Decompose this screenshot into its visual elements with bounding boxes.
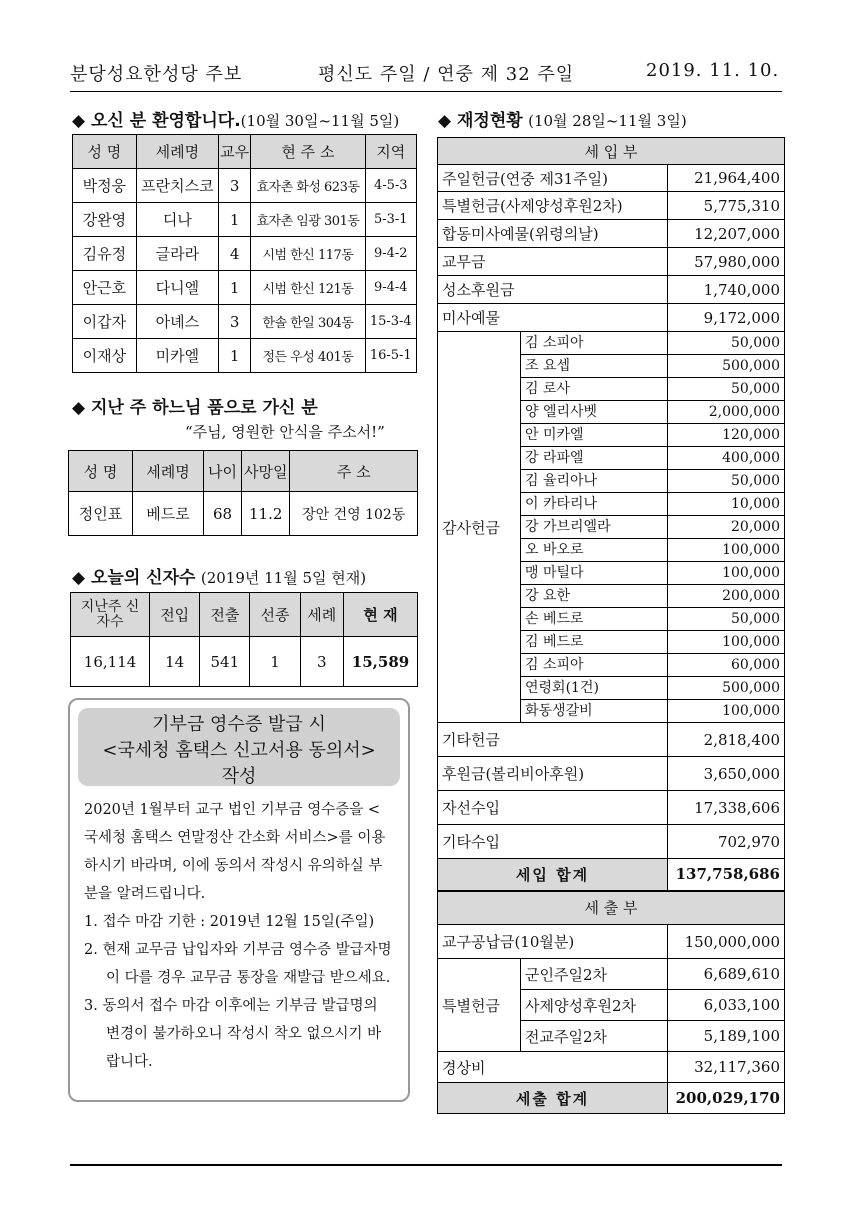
donor-amount: 50,000 [668,608,785,631]
thanks-offering-label: 감사헌금 [438,332,521,723]
special-item-amount: 5,189,100 [668,1021,785,1052]
income-item-label: 성소후원금 [438,276,668,304]
address-cell: 시범 한신 117동 [251,237,365,271]
region-cell: 4-5-3 [365,169,416,203]
members-title: ◆ 오늘의 신자수 [72,568,196,588]
donor-amount: 50,000 [668,378,785,401]
address-cell: 정든 우성 401동 [251,339,365,373]
notice-title-line1: 기부금 영수증 발급 시 [152,714,326,735]
baptismal-cell: 베드로 [133,492,204,536]
special-item-label: 전교주일2차 [521,1021,668,1052]
expense-total-amount: 200,029,170 [668,1083,785,1114]
header-divider [70,91,782,92]
col-members: 교우 [219,135,251,169]
table-row [438,304,785,332]
income-item-amount: 5,775,310 [668,192,785,220]
notice-title-line3: 작성 [221,766,257,787]
deceased-prayer: “주님, 영원한 안식을 주소서!” [185,423,385,441]
members-cell: 3 [219,305,251,339]
income-header-row [438,138,785,165]
table-row [438,757,785,791]
notice-intro: 2020년 1월부터 교구 법인 기부금 영수증을 <국세청 홈택스 연말정산 간소화 서비스>를 이용하시기 바라며, 이에 동의서 작성시 유의하실 부분을 알려드립니다. [84,802,386,902]
members-cell: 1 [219,203,251,237]
age-cell: 68 [204,492,242,536]
table-row [73,237,417,271]
table-row [438,332,785,355]
donor-amount: 100,000 [668,539,785,562]
table-row [71,637,418,687]
donor-amount: 2,000,000 [668,401,785,424]
income-item-amount: 3,650,000 [668,757,785,791]
welcome-heading [72,106,399,131]
notice-title-line2: <국세청 홈택스 신고서용 동의서> [102,740,376,761]
income-total-amount: 137,758,686 [668,859,785,891]
donor-name: 김 소피아 [521,654,668,677]
address-cell: 시범 한신 121동 [251,271,365,305]
members-table [70,592,418,687]
transfer-in-cell: 14 [150,637,200,687]
expense-total-label: 세출 합계 [438,1083,668,1114]
footer-divider [70,1164,782,1166]
region-cell: 15-3-4 [365,305,416,339]
special-item-amount: 6,033,100 [668,990,785,1021]
col-address: 주 소 [290,451,418,492]
table-row [438,1052,785,1083]
region-cell: 5-3-1 [365,203,416,237]
name-cell: 이재상 [73,339,137,373]
donor-name: 김 베드로 [521,631,668,654]
col-age: 나이 [204,451,242,492]
donor-amount: 100,000 [668,562,785,585]
income-total-label: 세입 합계 [438,859,668,891]
income-item-amount: 17,338,606 [668,791,785,825]
donor-name: 손 베드로 [521,608,668,631]
welcome-header-row [73,135,417,169]
income-item-label: 기타수입 [438,825,668,859]
col-region: 지역 [365,135,416,169]
income-item-label: 기타헌금 [438,723,668,757]
baptismal-cell: 아녜스 [136,305,218,339]
region-cell: 16-5-1 [365,339,416,373]
expense-total-row [438,1083,785,1114]
col-baptismal: 세례명 [136,135,218,169]
notice-title [78,708,400,786]
expense-item-label: 교구공납금(10월분) [438,925,668,959]
members-asof: (2019년 11월 5일 현재) [200,569,367,587]
donor-amount: 100,000 [668,700,785,723]
income-item-amount: 12,207,000 [668,220,785,248]
name-cell: 강완영 [73,203,137,237]
special-item-amount: 6,689,610 [668,959,785,990]
donor-name: 조 요셉 [521,355,668,378]
col-name: 성 명 [73,135,137,169]
table-row [73,203,417,237]
table-row [438,248,785,276]
name-cell: 이갑자 [73,305,137,339]
income-header: 세 입 부 [438,138,785,165]
income-item-amount: 57,980,000 [668,248,785,276]
welcome-period: (10월 30일~11월 5일) [240,112,400,130]
donor-name: 화동생갈비 [521,700,668,723]
donor-name: 강 라파엘 [521,447,668,470]
baptism-cell: 3 [300,637,343,687]
col-current: 현 재 [343,593,417,637]
income-item-label: 교무금 [438,248,668,276]
income-item-label: 자선수입 [438,791,668,825]
table-row [438,276,785,304]
donor-name: 양 엘리사벳 [521,401,668,424]
transfer-out-cell: 541 [200,637,250,687]
table-row [438,165,785,192]
death-date-cell: 11.2 [241,492,289,536]
donor-name: 강 요한 [521,585,668,608]
bulletin-date: 2019. 11. 10. [646,60,780,81]
income-item-amount: 2,818,400 [668,723,785,757]
col-address: 현 주 소 [251,135,365,169]
expense-header-row [438,891,785,925]
region-cell: 9-4-2 [365,237,416,271]
donor-name: 안 미카엘 [521,424,668,447]
notice-item: 3. 동의서 접수 마감 이후에는 기부금 발급명의 변경이 불가하오니 작성시 착오 없으시기 바랍니다. [84,998,382,1070]
finance-table [437,137,785,1114]
name-cell: 안근호 [73,271,137,305]
table-row [438,959,785,990]
donor-name: 이 카타리나 [521,493,668,516]
bulletin-name: 분당성요한성당 주보 [70,64,243,85]
welcome-table [72,134,417,373]
income-item-amount: 1,740,000 [668,276,785,304]
table-row [438,925,785,959]
table-row [73,271,417,305]
baptismal-cell: 디나 [136,203,218,237]
finance-heading [438,106,687,131]
expense-header: 세 출 부 [438,891,785,925]
donor-amount: 50,000 [668,470,785,493]
deceased-table [68,450,418,536]
donor-amount: 120,000 [668,424,785,447]
table-row [69,492,418,536]
donor-name: 김 소피아 [521,332,668,355]
special-item-label: 군인주일2차 [521,959,668,990]
deceased-heading [72,393,318,418]
finance-title: ◆ 재정현황 [438,111,523,131]
members-heading [72,563,366,588]
income-item-label: 특별헌금(사제양성후원2차) [438,192,668,220]
name-cell: 김유정 [73,237,137,271]
donation-receipt-notice [68,698,410,1102]
members-header-row [71,593,418,637]
donor-amount: 10,000 [668,493,785,516]
table-row [438,220,785,248]
income-item-amount: 21,964,400 [668,165,785,192]
address-cell: 한솔 한일 304동 [251,305,365,339]
table-row [73,169,417,203]
donor-amount: 200,000 [668,585,785,608]
members-cell: 4 [219,237,251,271]
members-cell: 1 [219,339,251,373]
members-cell: 3 [219,169,251,203]
expense-item-label: 경상비 [438,1052,668,1083]
income-item-amount: 9,172,000 [668,304,785,332]
col-transfer-out: 전출 [200,593,250,637]
address-cell: 효자촌 임광 301동 [251,203,365,237]
donor-amount: 500,000 [668,355,785,378]
col-transfer-in: 전입 [150,593,200,637]
donor-amount: 20,000 [668,516,785,539]
baptismal-cell: 글라라 [136,237,218,271]
deceased-header-row [69,451,418,492]
current-cell: 15,589 [343,637,417,687]
income-item-amount: 702,970 [668,825,785,859]
income-item-label: 미사예물 [438,304,668,332]
donor-name: 김 로사 [521,378,668,401]
donor-name: 연령회(1건) [521,677,668,700]
name-cell: 박정웅 [73,169,137,203]
col-last-week: 지난주 신자수 [71,593,150,637]
baptismal-cell: 다니엘 [136,271,218,305]
name-cell: 정인표 [69,492,133,536]
table-row [438,192,785,220]
liturgical-week: 평신도 주일 / 연중 제 32 주일 [318,64,575,85]
donor-amount: 100,000 [668,631,785,654]
donor-amount: 500,000 [668,677,785,700]
income-total-row [438,859,785,891]
donor-amount: 60,000 [668,654,785,677]
col-name: 성 명 [69,451,133,492]
table-row [438,825,785,859]
special-collection-label: 특별헌금 [438,959,521,1052]
donor-name: 강 가브리엘라 [521,516,668,539]
region-cell: 9-4-4 [365,271,416,305]
baptismal-cell: 프란치스코 [136,169,218,203]
income-item-label: 후원금(볼리비아후원) [438,757,668,791]
address-cell: 장안 건영 102동 [290,492,418,536]
welcome-title: ◆ 오신 분 환영합니다. [72,111,241,131]
finance-period: (10월 28일~11월 3일) [528,112,687,130]
table-row [438,791,785,825]
col-baptismal: 세례명 [133,451,204,492]
notice-item: 2. 현재 교무금 납입자와 기부금 영수증 발급자명이 다를 경우 교무금 통장을 재발급 받으세요. [84,942,392,986]
address-cell: 효자촌 화성 623동 [251,169,365,203]
donor-name: 오 바오로 [521,539,668,562]
expense-item-amount: 150,000,000 [668,925,785,959]
income-item-label: 합동미사예물(위령의날) [438,220,668,248]
table-row [73,339,417,373]
deceased-cell: 1 [250,637,300,687]
table-row [73,305,417,339]
deceased-title: ◆ 지난 주 하느님 품으로 가신 분 [72,398,318,418]
col-baptism: 세례 [300,593,343,637]
donor-name: 김 율리아나 [521,470,668,493]
expense-item-amount: 32,117,360 [668,1052,785,1083]
table-row [438,723,785,757]
donor-amount: 400,000 [668,447,785,470]
members-cell: 1 [219,271,251,305]
last-week-cell: 16,114 [71,637,150,687]
notice-body [84,796,394,1076]
col-death-date: 사망일 [241,451,289,492]
donor-name: 맹 마틸다 [521,562,668,585]
special-item-label: 사제양성후원2차 [521,990,668,1021]
notice-item: 1. 접수 마감 기한 : 2019년 12월 15일(주일) [84,914,375,930]
col-deceased: 선종 [250,593,300,637]
donor-amount: 50,000 [668,332,785,355]
baptismal-cell: 미카엘 [136,339,218,373]
income-item-label: 주일헌금(연중 제31주일) [438,165,668,192]
